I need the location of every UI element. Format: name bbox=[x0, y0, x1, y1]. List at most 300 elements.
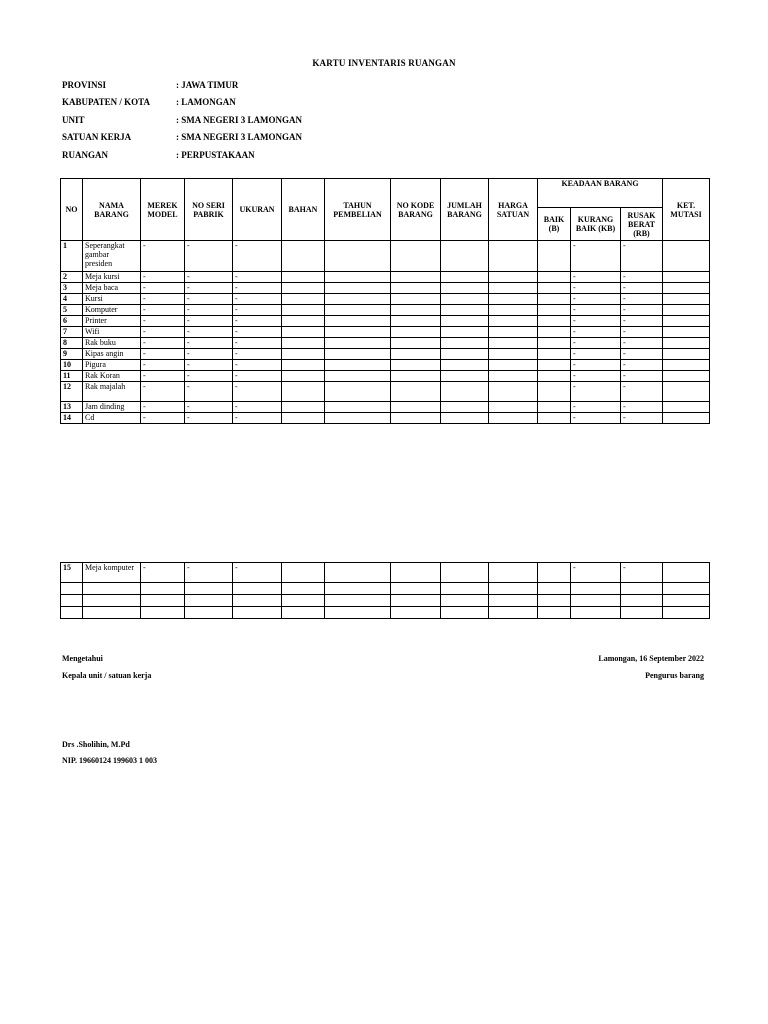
table-row bbox=[61, 241, 710, 272]
cell-noseri bbox=[185, 583, 233, 595]
cell-no: 5 bbox=[61, 305, 83, 316]
cell-ket bbox=[663, 338, 710, 349]
cell-noseri: - bbox=[185, 349, 233, 360]
pengurus-barang-label: Pengurus barang bbox=[645, 671, 704, 680]
cell-harga bbox=[489, 563, 538, 583]
cell-ukuran bbox=[233, 607, 282, 619]
cell-kurang: - bbox=[571, 402, 621, 413]
cell-kurang: - bbox=[571, 241, 621, 272]
cell-noseri: - bbox=[185, 371, 233, 382]
cell-ukuran: - bbox=[233, 563, 282, 583]
cell-no: 4 bbox=[61, 294, 83, 305]
cell-bahan bbox=[282, 563, 325, 583]
cell-merek: - bbox=[141, 371, 185, 382]
meta-label: UNIT bbox=[62, 114, 85, 125]
cell-nama: Komputer bbox=[83, 305, 141, 316]
cell-nama: Meja baca bbox=[83, 283, 141, 294]
cell-kode bbox=[391, 563, 441, 583]
cell-kurang: - bbox=[571, 283, 621, 294]
meta-value: : SMA NEGERI 3 LAMONGAN bbox=[176, 132, 303, 143]
cell-no: 3 bbox=[61, 283, 83, 294]
cell-kurang: - bbox=[571, 360, 621, 371]
cell-ukuran: - bbox=[233, 272, 282, 283]
cell-kurang: - bbox=[571, 272, 621, 283]
cell-noseri: - bbox=[185, 294, 233, 305]
cell-baik bbox=[538, 305, 571, 316]
cell-ket bbox=[663, 360, 710, 371]
header-kode: NO KODE BARANG bbox=[391, 179, 441, 241]
cell-baik bbox=[538, 382, 571, 402]
inventory-table-continued bbox=[60, 562, 710, 619]
meta-value: : SMA NEGERI 3 LAMONGAN bbox=[176, 114, 303, 125]
cell-kurang: - bbox=[571, 413, 621, 424]
cell-jumlah bbox=[441, 563, 489, 583]
cell-rusak: - bbox=[621, 382, 663, 402]
cell-merek: - bbox=[141, 338, 185, 349]
cell-baik bbox=[538, 338, 571, 349]
table-row bbox=[61, 402, 710, 413]
header-no-seri: NO SERI PABRIK bbox=[185, 179, 233, 241]
cell-no: 12 bbox=[61, 382, 83, 402]
cell-kode bbox=[391, 294, 441, 305]
cell-kode bbox=[391, 607, 441, 619]
table-row bbox=[61, 316, 710, 327]
cell-kode bbox=[391, 283, 441, 294]
cell-jumlah bbox=[441, 283, 489, 294]
cell-baik bbox=[538, 402, 571, 413]
cell-merek: - bbox=[141, 327, 185, 338]
cell-noseri bbox=[185, 607, 233, 619]
header-no: NO bbox=[61, 179, 83, 241]
cell-ukuran bbox=[233, 583, 282, 595]
cell-bahan bbox=[282, 294, 325, 305]
cell-noseri: - bbox=[185, 272, 233, 283]
cell-tahun bbox=[325, 327, 391, 338]
meta-label: KABUPATEN / KOTA bbox=[62, 97, 151, 108]
cell-kode bbox=[391, 382, 441, 402]
cell-rusak: - bbox=[621, 402, 663, 413]
cell-bahan bbox=[282, 382, 325, 402]
cell-ukuran: - bbox=[233, 402, 282, 413]
header-tahun: TAHUN PEMBELIAN bbox=[325, 179, 391, 241]
cell-merek bbox=[141, 607, 185, 619]
cell-rusak: - bbox=[621, 241, 663, 272]
header-merek-model: MEREK MODEL bbox=[141, 179, 185, 241]
cell-no bbox=[61, 583, 83, 595]
cell-harga bbox=[489, 305, 538, 316]
cell-jumlah bbox=[441, 316, 489, 327]
meta-label: RUANGAN bbox=[62, 149, 108, 160]
table-body bbox=[61, 563, 710, 619]
cell-jumlah bbox=[441, 402, 489, 413]
table-row bbox=[61, 413, 710, 424]
cell-ukuran: - bbox=[233, 371, 282, 382]
cell-kode bbox=[391, 272, 441, 283]
cell-rusak: - bbox=[621, 413, 663, 424]
cell-baik bbox=[538, 294, 571, 305]
cell-merek: - bbox=[141, 563, 185, 583]
cell-ket bbox=[663, 382, 710, 402]
cell-rusak: - bbox=[621, 305, 663, 316]
cell-kurang: - bbox=[571, 316, 621, 327]
cell-tahun bbox=[325, 413, 391, 424]
cell-bahan bbox=[282, 371, 325, 382]
cell-no bbox=[61, 595, 83, 607]
cell-harga bbox=[489, 607, 538, 619]
cell-baik bbox=[538, 413, 571, 424]
cell-merek: - bbox=[141, 272, 185, 283]
cell-ket bbox=[663, 305, 710, 316]
cell-baik bbox=[538, 349, 571, 360]
cell-nama: Jam dinding bbox=[83, 402, 141, 413]
meta-row-unit bbox=[62, 111, 302, 129]
mengetahui-label: Mengetahui bbox=[62, 654, 103, 663]
cell-ket bbox=[663, 316, 710, 327]
cell-noseri: - bbox=[185, 338, 233, 349]
cell-nama: Meja kursi bbox=[83, 272, 141, 283]
cell-merek: - bbox=[141, 360, 185, 371]
cell-kurang: - bbox=[571, 349, 621, 360]
cell-merek: - bbox=[141, 305, 185, 316]
table-row bbox=[61, 563, 710, 583]
table-row bbox=[61, 327, 710, 338]
cell-nama: Printer bbox=[83, 316, 141, 327]
cell-tahun bbox=[325, 349, 391, 360]
cell-merek: - bbox=[141, 382, 185, 402]
cell-jumlah bbox=[441, 607, 489, 619]
inventory-table bbox=[60, 178, 710, 424]
cell-ukuran: - bbox=[233, 241, 282, 272]
cell-ukuran bbox=[233, 595, 282, 607]
cell-tahun bbox=[325, 338, 391, 349]
cell-ukuran: - bbox=[233, 382, 282, 402]
cell-nama bbox=[83, 583, 141, 595]
cell-merek bbox=[141, 595, 185, 607]
meta-row-satuan-kerja bbox=[62, 129, 302, 147]
cell-rusak: - bbox=[621, 316, 663, 327]
cell-jumlah bbox=[441, 294, 489, 305]
cell-noseri: - bbox=[185, 382, 233, 402]
cell-noseri: - bbox=[185, 283, 233, 294]
cell-no: 14 bbox=[61, 413, 83, 424]
cell-merek: - bbox=[141, 413, 185, 424]
cell-baik bbox=[538, 241, 571, 272]
cell-ukuran: - bbox=[233, 283, 282, 294]
meta-row-ruangan bbox=[62, 146, 302, 164]
cell-no: 10 bbox=[61, 360, 83, 371]
cell-jumlah bbox=[441, 382, 489, 402]
cell-rusak bbox=[621, 607, 663, 619]
cell-bahan bbox=[282, 327, 325, 338]
table-row bbox=[61, 294, 710, 305]
cell-tahun bbox=[325, 305, 391, 316]
meta-value: : JAWA TIMUR bbox=[176, 79, 239, 90]
cell-ket bbox=[663, 413, 710, 424]
cell-bahan bbox=[282, 272, 325, 283]
cell-merek: - bbox=[141, 316, 185, 327]
cell-bahan bbox=[282, 595, 325, 607]
cell-nama: Rak Koran bbox=[83, 371, 141, 382]
header-rusak-berat: RUSAK BERAT (RB) bbox=[621, 208, 663, 241]
cell-noseri: - bbox=[185, 413, 233, 424]
cell-baik bbox=[538, 327, 571, 338]
cell-kurang bbox=[571, 607, 621, 619]
cell-bahan bbox=[282, 349, 325, 360]
cell-jumlah bbox=[441, 305, 489, 316]
cell-ukuran: - bbox=[233, 327, 282, 338]
cell-rusak: - bbox=[621, 360, 663, 371]
cell-noseri: - bbox=[185, 402, 233, 413]
header-info bbox=[62, 76, 302, 164]
cell-kurang: - bbox=[571, 382, 621, 402]
cell-noseri: - bbox=[185, 360, 233, 371]
cell-harga bbox=[489, 283, 538, 294]
cell-noseri: - bbox=[185, 241, 233, 272]
cell-kode bbox=[391, 371, 441, 382]
cell-kurang: - bbox=[571, 338, 621, 349]
cell-ket bbox=[663, 595, 710, 607]
cell-tahun bbox=[325, 402, 391, 413]
cell-rusak: - bbox=[621, 327, 663, 338]
cell-tahun bbox=[325, 382, 391, 402]
cell-bahan bbox=[282, 305, 325, 316]
cell-rusak bbox=[621, 583, 663, 595]
cell-bahan bbox=[282, 402, 325, 413]
cell-kode bbox=[391, 402, 441, 413]
cell-tahun bbox=[325, 607, 391, 619]
cell-kode bbox=[391, 316, 441, 327]
cell-harga bbox=[489, 583, 538, 595]
cell-ket bbox=[663, 563, 710, 583]
cell-ket bbox=[663, 402, 710, 413]
cell-nama: Meja komputer bbox=[83, 563, 141, 583]
meta-label: SATUAN KERJA bbox=[62, 132, 132, 143]
cell-harga bbox=[489, 360, 538, 371]
table-row bbox=[61, 349, 710, 360]
meta-row-kabupaten bbox=[62, 94, 302, 112]
cell-rusak: - bbox=[621, 371, 663, 382]
cell-jumlah bbox=[441, 371, 489, 382]
cell-bahan bbox=[282, 316, 325, 327]
header-nama-barang: NAMA BARANG bbox=[83, 179, 141, 241]
cell-no: 6 bbox=[61, 316, 83, 327]
cell-nama: Rak majalah bbox=[83, 382, 141, 402]
cell-noseri: - bbox=[185, 563, 233, 583]
cell-ket bbox=[663, 327, 710, 338]
cell-noseri: - bbox=[185, 305, 233, 316]
cell-ket bbox=[663, 294, 710, 305]
cell-tahun bbox=[325, 283, 391, 294]
cell-kode bbox=[391, 327, 441, 338]
meta-row-provinsi bbox=[62, 76, 302, 94]
cell-tahun bbox=[325, 371, 391, 382]
cell-rusak: - bbox=[621, 338, 663, 349]
cell-harga bbox=[489, 349, 538, 360]
cell-ket bbox=[663, 583, 710, 595]
cell-rusak: - bbox=[621, 563, 663, 583]
cell-harga bbox=[489, 595, 538, 607]
cell-baik bbox=[538, 595, 571, 607]
cell-merek bbox=[141, 583, 185, 595]
cell-jumlah bbox=[441, 327, 489, 338]
cell-kurang: - bbox=[571, 294, 621, 305]
cell-jumlah bbox=[441, 241, 489, 272]
header-keadaan: KEADAAN BARANG bbox=[538, 179, 663, 208]
table-row bbox=[61, 607, 710, 619]
cell-jumlah bbox=[441, 272, 489, 283]
cell-no: 8 bbox=[61, 338, 83, 349]
header-baik: BAIK (B) bbox=[538, 208, 571, 241]
cell-jumlah bbox=[441, 583, 489, 595]
cell-kurang: - bbox=[571, 563, 621, 583]
place-date: Lamongan, 16 September 2022 bbox=[598, 654, 704, 663]
cell-tahun bbox=[325, 316, 391, 327]
header-ukuran: UKURAN bbox=[233, 179, 282, 241]
cell-noseri: - bbox=[185, 327, 233, 338]
cell-rusak: - bbox=[621, 272, 663, 283]
cell-ukuran: - bbox=[233, 294, 282, 305]
header-harga: HARGA SATUAN bbox=[489, 179, 538, 241]
cell-kode bbox=[391, 305, 441, 316]
meta-value: : PERPUSTAKAAN bbox=[176, 149, 255, 160]
cell-jumlah bbox=[441, 360, 489, 371]
cell-ket bbox=[663, 349, 710, 360]
kepala-unit-label: Kepala unit / satuan kerja bbox=[62, 671, 152, 680]
cell-merek: - bbox=[141, 402, 185, 413]
meta-label: PROVINSI bbox=[62, 79, 107, 90]
cell-noseri bbox=[185, 595, 233, 607]
cell-baik bbox=[538, 272, 571, 283]
cell-harga bbox=[489, 327, 538, 338]
cell-jumlah bbox=[441, 595, 489, 607]
table-row bbox=[61, 382, 710, 402]
cell-merek: - bbox=[141, 241, 185, 272]
cell-tahun bbox=[325, 294, 391, 305]
cell-bahan bbox=[282, 413, 325, 424]
cell-ket bbox=[663, 371, 710, 382]
cell-jumlah bbox=[441, 413, 489, 424]
cell-no: 1 bbox=[61, 241, 83, 272]
cell-baik bbox=[538, 360, 571, 371]
cell-kurang bbox=[571, 595, 621, 607]
cell-jumlah bbox=[441, 349, 489, 360]
signatory-nip: NIP. 19660124 199603 1 003 bbox=[62, 756, 158, 765]
cell-no: 15 bbox=[61, 563, 83, 583]
meta-value: : LAMONGAN bbox=[176, 97, 236, 108]
cell-ukuran: - bbox=[233, 413, 282, 424]
cell-harga bbox=[489, 413, 538, 424]
cell-rusak bbox=[621, 595, 663, 607]
header-ket-mutasi: KET. MUTASI bbox=[663, 179, 710, 241]
cell-baik bbox=[538, 583, 571, 595]
cell-bahan bbox=[282, 607, 325, 619]
table-body bbox=[61, 241, 710, 424]
cell-bahan bbox=[282, 338, 325, 349]
signatory-name: Drs .Sholihin, M.Pd bbox=[62, 740, 130, 749]
cell-no bbox=[61, 607, 83, 619]
table-row bbox=[61, 583, 710, 595]
cell-ukuran: - bbox=[233, 338, 282, 349]
cell-harga bbox=[489, 294, 538, 305]
cell-baik bbox=[538, 563, 571, 583]
cell-bahan bbox=[282, 283, 325, 294]
cell-baik bbox=[538, 607, 571, 619]
cell-rusak: - bbox=[621, 283, 663, 294]
cell-kode bbox=[391, 595, 441, 607]
cell-harga bbox=[489, 272, 538, 283]
table-row bbox=[61, 371, 710, 382]
cell-kurang: - bbox=[571, 305, 621, 316]
cell-kode bbox=[391, 241, 441, 272]
cell-baik bbox=[538, 283, 571, 294]
cell-kurang: - bbox=[571, 327, 621, 338]
document-title: KARTU INVENTARIS RUANGAN bbox=[312, 58, 456, 68]
cell-nama: Kursi bbox=[83, 294, 141, 305]
cell-ukuran: - bbox=[233, 360, 282, 371]
cell-no: 13 bbox=[61, 402, 83, 413]
cell-rusak: - bbox=[621, 294, 663, 305]
table-row bbox=[61, 305, 710, 316]
cell-nama bbox=[83, 607, 141, 619]
cell-ket bbox=[663, 241, 710, 272]
cell-kode bbox=[391, 360, 441, 371]
cell-harga bbox=[489, 402, 538, 413]
cell-tahun bbox=[325, 563, 391, 583]
cell-nama: Wifi bbox=[83, 327, 141, 338]
header-jumlah: JUMLAH BARANG bbox=[441, 179, 489, 241]
cell-merek: - bbox=[141, 349, 185, 360]
cell-baik bbox=[538, 371, 571, 382]
cell-ket bbox=[663, 272, 710, 283]
table-row bbox=[61, 360, 710, 371]
cell-nama: Cd bbox=[83, 413, 141, 424]
cell-nama: Seperangkat gambar presiden bbox=[83, 241, 141, 272]
cell-kode bbox=[391, 413, 441, 424]
cell-harga bbox=[489, 241, 538, 272]
cell-kurang: - bbox=[571, 371, 621, 382]
cell-merek: - bbox=[141, 294, 185, 305]
cell-jumlah bbox=[441, 338, 489, 349]
table-row bbox=[61, 338, 710, 349]
cell-tahun bbox=[325, 241, 391, 272]
cell-ukuran: - bbox=[233, 305, 282, 316]
cell-tahun bbox=[325, 360, 391, 371]
cell-no: 11 bbox=[61, 371, 83, 382]
cell-noseri: - bbox=[185, 316, 233, 327]
cell-kode bbox=[391, 349, 441, 360]
cell-ukuran: - bbox=[233, 349, 282, 360]
cell-rusak: - bbox=[621, 349, 663, 360]
table-row bbox=[61, 272, 710, 283]
cell-nama: Pigura bbox=[83, 360, 141, 371]
cell-merek: - bbox=[141, 283, 185, 294]
cell-no: 7 bbox=[61, 327, 83, 338]
cell-harga bbox=[489, 382, 538, 402]
cell-no: 9 bbox=[61, 349, 83, 360]
cell-nama: Kipas angin bbox=[83, 349, 141, 360]
cell-ket bbox=[663, 283, 710, 294]
cell-ukuran: - bbox=[233, 316, 282, 327]
cell-nama: Rak buku bbox=[83, 338, 141, 349]
cell-no: 2 bbox=[61, 272, 83, 283]
cell-baik bbox=[538, 316, 571, 327]
cell-bahan bbox=[282, 583, 325, 595]
header-bahan: BAHAN bbox=[282, 179, 325, 241]
cell-kurang bbox=[571, 583, 621, 595]
cell-harga bbox=[489, 316, 538, 327]
cell-tahun bbox=[325, 595, 391, 607]
cell-harga bbox=[489, 338, 538, 349]
